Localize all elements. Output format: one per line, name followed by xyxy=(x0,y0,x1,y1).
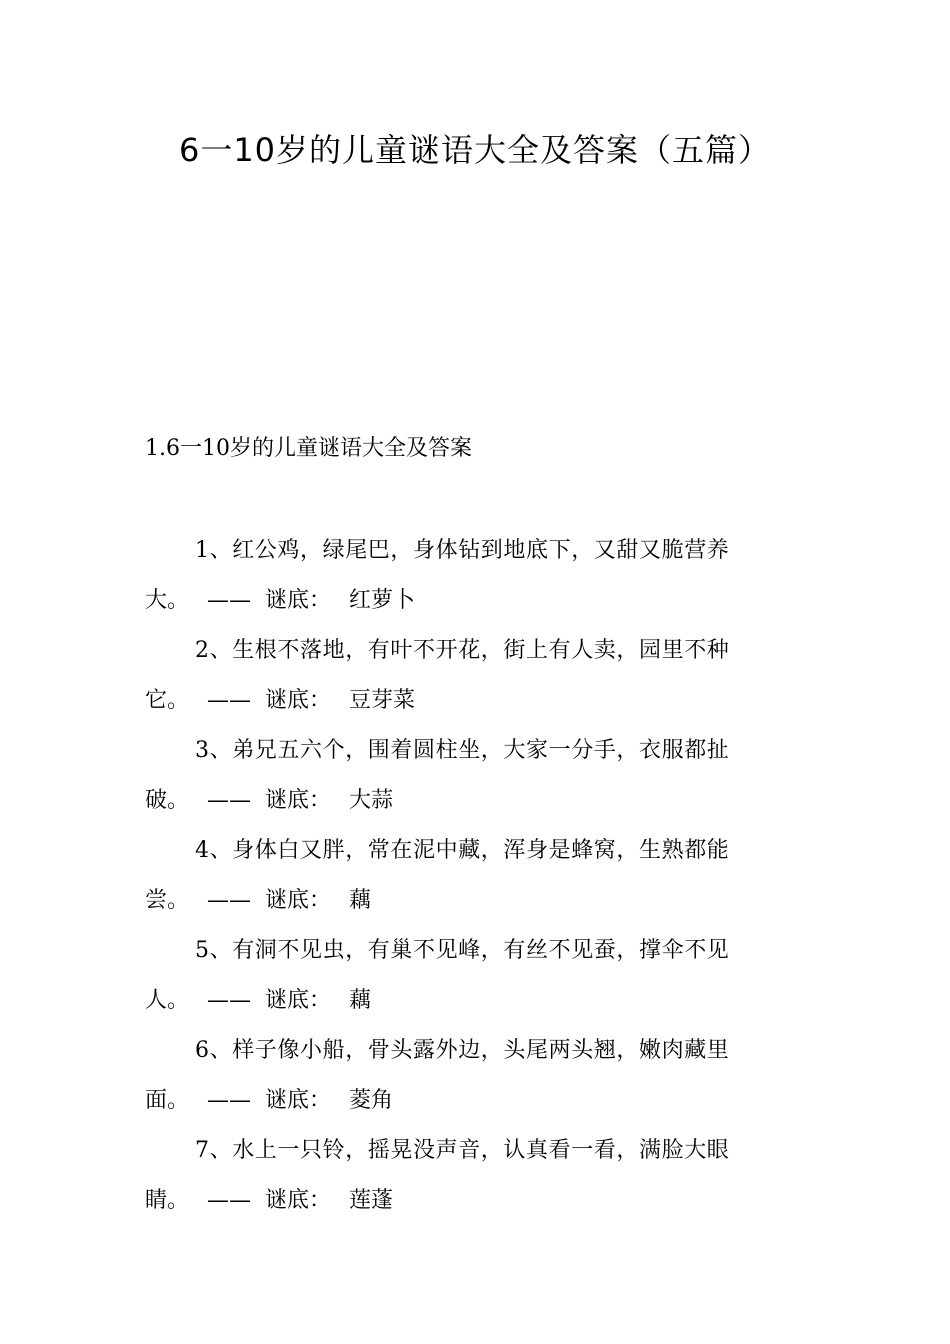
riddle-question-end: 面。 xyxy=(145,1088,190,1113)
riddle-item xyxy=(145,1126,807,1226)
riddle-list xyxy=(145,526,807,1226)
riddle-answer-line xyxy=(145,776,807,826)
riddle-answer: 莲蓬 xyxy=(349,1188,394,1213)
riddle-answer: 菱角 xyxy=(349,1088,394,1113)
riddle-answer-line xyxy=(145,1076,807,1126)
riddle-question: 1、红公鸡，绿尾巴，身体钻到地底下，又甜又脆营养 xyxy=(195,538,730,563)
riddle-answer: 大蒜 xyxy=(349,788,394,813)
riddle-item xyxy=(145,626,807,726)
riddle-question: 7、水上一只铃，摇晃没声音，认真看一看，满脸大眼 xyxy=(195,1138,730,1163)
riddle-question-end: 它。 xyxy=(145,688,190,713)
riddle-question: 2、生根不落地，有叶不开花，街上有人卖，园里不种 xyxy=(195,638,730,663)
document-title: 6一10岁的儿童谜语大全及答案（五篇） xyxy=(178,131,772,169)
riddle-answer: 豆芽菜 xyxy=(349,688,416,713)
answer-label: 谜底： xyxy=(265,788,332,813)
dash-separator: —— xyxy=(207,588,252,613)
dash-separator: —— xyxy=(207,1088,252,1113)
riddle-question: 4、身体白又胖，常在泥中藏，浑身是蜂窝，生熟都能 xyxy=(195,838,730,863)
dash-separator: —— xyxy=(207,688,252,713)
dash-separator: —— xyxy=(207,888,252,913)
riddle-answer-line xyxy=(145,876,807,926)
riddle-question: 3、弟兄五六个，围着圆柱坐，大家一分手，衣服都扯 xyxy=(195,738,730,763)
riddle-answer: 藕 xyxy=(349,988,372,1013)
answer-label: 谜底： xyxy=(265,1088,332,1113)
answer-label: 谜底： xyxy=(265,988,332,1013)
riddle-answer-line xyxy=(145,976,807,1026)
dash-separator: —— xyxy=(207,1188,252,1213)
riddle-item xyxy=(145,726,807,826)
riddle-question-end: 大。 xyxy=(145,588,190,613)
riddle-question-end: 人。 xyxy=(145,988,190,1013)
dash-separator: —— xyxy=(207,988,252,1013)
riddle-question: 6、样子像小船，骨头露外边，头尾两头翘，嫩肉藏里 xyxy=(195,1038,730,1063)
section-heading: 1.6一10岁的儿童谜语大全及答案 xyxy=(145,436,472,461)
answer-label: 谜底： xyxy=(265,688,332,713)
answer-label: 谜底： xyxy=(265,1188,332,1213)
riddle-question-end: 尝。 xyxy=(145,888,190,913)
riddle-answer-line xyxy=(145,576,807,626)
riddle-item xyxy=(145,826,807,926)
riddle-answer: 藕 xyxy=(349,888,372,913)
riddle-question-end: 睛。 xyxy=(145,1188,190,1213)
riddle-answer-line xyxy=(145,676,807,726)
riddle-item xyxy=(145,926,807,1026)
answer-label: 谜底： xyxy=(265,588,332,613)
riddle-answer: 红萝卜 xyxy=(349,588,416,613)
riddle-answer-line xyxy=(145,1176,807,1226)
answer-label: 谜底： xyxy=(265,888,332,913)
dash-separator: —— xyxy=(207,788,252,813)
riddle-item xyxy=(145,526,807,626)
riddle-item xyxy=(145,1026,807,1126)
riddle-question-end: 破。 xyxy=(145,788,190,813)
riddle-question: 5、有洞不见虫，有巢不见峰，有丝不见蚕，撑伞不见 xyxy=(195,938,730,963)
